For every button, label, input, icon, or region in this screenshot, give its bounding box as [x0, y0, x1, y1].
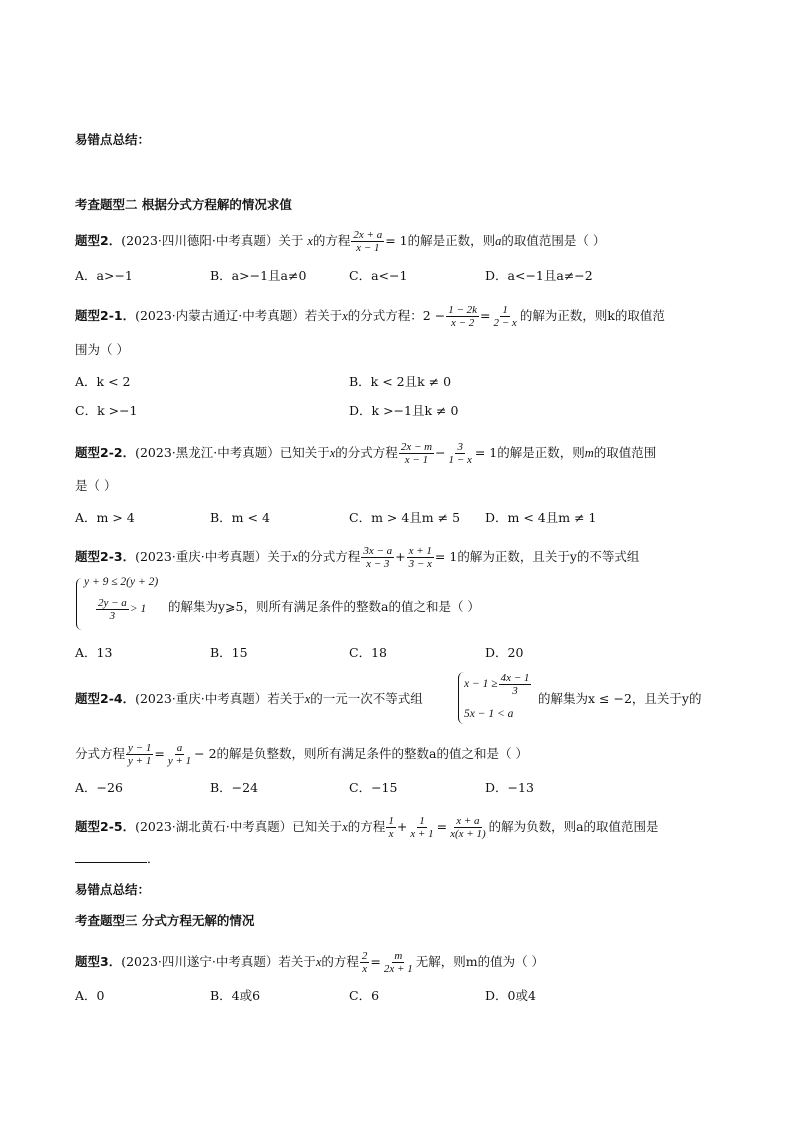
mistake-summary-top: 易错点总结：	[75, 132, 151, 147]
fraction: $\frac{x + a}{x(x + 1)}$	[450, 815, 486, 840]
mistake-summary-mid: 易错点总结：	[75, 882, 151, 897]
option-c: C．18	[349, 645, 387, 660]
system-line-2: $\frac{2y - a}{3}$ > 1	[98, 597, 147, 622]
option-d: D．a<−1且a≠−2	[485, 268, 593, 283]
question-source: (2023·四川德阳·中考真题）关于	[121, 233, 304, 248]
option-c: C．m > 4且m ≠ 5	[349, 510, 461, 525]
fraction: $\frac{1}{2 - x}$	[493, 304, 517, 329]
system-brace	[76, 578, 83, 630]
option-a: A．m > 4	[75, 510, 135, 525]
fraction: $\frac{3x - a}{x - 3}$	[363, 545, 393, 570]
option-b: B．4或6	[210, 988, 261, 1003]
question-label: 题型2．	[75, 233, 122, 248]
option-d: D．m < 4且m ≠ 1	[485, 510, 597, 525]
fraction: $\frac{1 - 2k}{x - 2}$	[448, 304, 478, 329]
option-a: A．0	[75, 988, 105, 1003]
option-d: D．k >−1且k ≠ 0	[349, 403, 459, 418]
fraction: $\frac{3}{1 - x}$	[448, 441, 472, 466]
section-2-title: 考查题型二 根据分式方程解的情况求值	[75, 197, 292, 212]
option-d: D．0或4	[485, 988, 536, 1003]
option-a: A．−26	[75, 780, 123, 795]
option-b: B．a>−1且a≠0	[210, 268, 307, 283]
question-2-3-cont: 的解集为y⩾5，则所有满足条件的整数a的值之和是（ ）	[168, 599, 480, 614]
option-d: D．−13	[485, 780, 534, 795]
fraction: $\frac{y - 1}{y + 1}$	[128, 742, 152, 767]
system-line-1: x − 1 ≥ $\frac{4x - 1}{3}$	[464, 672, 530, 697]
option-c: C．k >−1	[75, 403, 138, 418]
system-line-2: 5x − 1 < a	[464, 708, 514, 720]
answer-blank[interactable]	[75, 852, 147, 863]
fraction: $\frac{2x - m}{x - 1}$	[400, 441, 433, 466]
question-2-4: 题型2-4．(2023·重庆·中考真题）若关于x的一元一次不等式组	[75, 691, 423, 706]
fraction: $\frac{4x - 1}{3}$	[500, 672, 530, 697]
fraction: $\frac{1}{x + 1}$	[410, 815, 434, 840]
question-2-5: 题型2-5．(2023·湖北黄石·中考真题）已知关于x的方程 $\frac{1}{x}$ + $\frac{1}{x + 1}$ = $\frac{x + a}{x(x + 1)}$ 的解为负数，则a的取值范围是	[75, 815, 659, 840]
fraction: $\frac{2x + a}{x - 1}$	[353, 229, 383, 254]
option-b: B．−24	[210, 780, 259, 795]
option-c: C．a<−1	[349, 268, 408, 283]
option-b: B．m < 4	[210, 510, 270, 525]
question-2-2-cont: 是（ ）	[75, 478, 117, 493]
fraction: $\frac{1}{x}$	[388, 815, 394, 840]
system-line-1: y + 9 ≤ 2(y + 2)	[84, 576, 159, 588]
question-2-1-cont: 围为（ ）	[75, 342, 129, 357]
fraction: $\frac{x + 1}{3 - x}$	[408, 545, 432, 570]
question-2-3: 题型2-3．(2023·重庆·中考真题）关于x的分式方程 $\frac{3x - a}{x - 3}$ + $\frac{x + 1}{3 - x}$ = 1的解为正数，且关于y的不等式组	[75, 545, 640, 570]
fraction: $\frac{2}{x}$	[361, 950, 368, 975]
option-c: C．−15	[349, 780, 398, 795]
option-a: A．13	[75, 645, 113, 660]
option-d: D．20	[485, 645, 524, 660]
fraction: $\frac{m}{2x + 1}$	[383, 950, 413, 975]
section-3-title: 考查题型三 分式方程无解的情况	[75, 913, 255, 928]
question-2: 题型2．(2023·四川德阳·中考真题）关于 x的方程 $\frac{2x + a}{x - 1}$ = 1的解是正数，则a的取值范围是（ ）	[75, 229, 606, 254]
fraction: $\frac{2y - a}{3}$	[98, 597, 127, 622]
option-b: B．k < 2且k ≠ 0	[349, 374, 452, 389]
option-c: C．6	[349, 988, 380, 1003]
question-2-4-cont: 分式方程 $\frac{y - 1}{y + 1}$ = $\frac{a}{y + 1}$ − 2的解是负整数，则所有满足条件的整数a的值之和是（ ）	[75, 742, 528, 767]
fraction: $\frac{a}{y + 1}$	[167, 742, 192, 767]
question-2-1: 题型2-1．(2023·内蒙古通辽·中考真题）若关于x的分式方程：2 − $\frac{1 - 2k}{x - 2}$ = $\frac{1}{2 - x}$ 的解为正数，则k的取值范	[75, 304, 665, 329]
question-3: 题型3．(2023·四川遂宁·中考真题）若关于x的方程 $\frac{2}{x}$ = $\frac{m}{2x + 1}$ 无解，则m的值为（ ）	[75, 950, 545, 975]
question-2-4-tail: 的解集为x ≤ −2，且关于y的	[538, 691, 702, 706]
option-b: B．15	[210, 645, 248, 660]
question-2-5-cont: ．	[75, 851, 160, 867]
option-a: A．k < 2	[75, 374, 131, 389]
question-2-2: 题型2-2．(2023·黑龙江·中考真题）已知关于x的分式方程 $\frac{2x - m}{x - 1}$ − $\frac{3}{1 - x}$ = 1的解是正数，则m的取值范围	[75, 441, 657, 466]
option-a: A．a>−1	[75, 268, 133, 283]
